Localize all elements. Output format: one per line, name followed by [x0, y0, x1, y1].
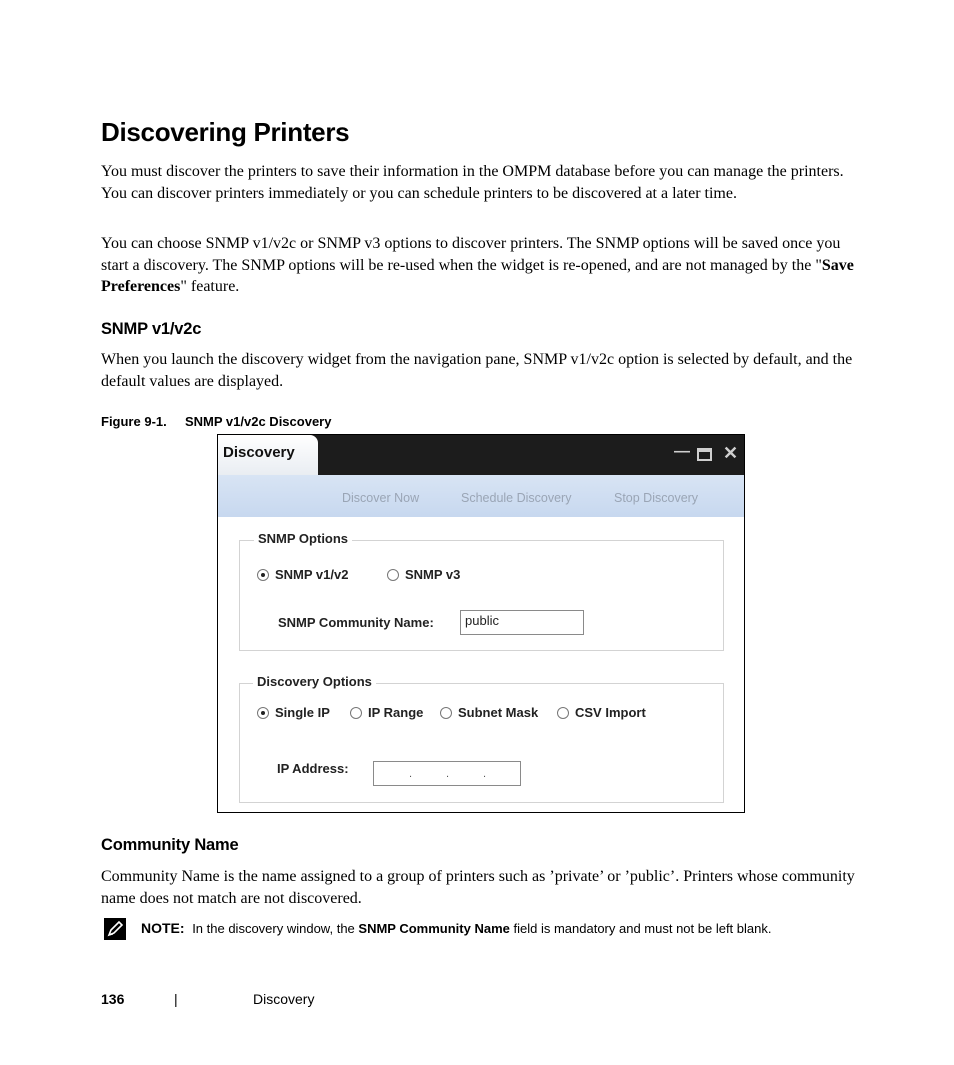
radio-subnet-mask[interactable]: [440, 705, 538, 720]
radio-unselected-icon: [387, 569, 399, 581]
radio-ip-range[interactable]: [350, 705, 423, 720]
radio-selected-icon: [257, 569, 269, 581]
widget-tab: [218, 435, 318, 475]
discovery-widget-screenshot: [217, 434, 745, 813]
figure-title: SNMP v1/v2c Discovery: [185, 414, 332, 429]
maximize-icon[interactable]: [697, 448, 712, 461]
ip-address-label: IP Address:: [277, 761, 349, 776]
radio-selected-icon: [257, 707, 269, 719]
page-title: Discovering Printers: [101, 117, 350, 147]
community-section-text: Community Name is the name assigned to a group of printers such as ’private’ or ’public’. Printers whose community name does not match are not discovered.: [101, 868, 855, 907]
discovery-options-legend: Discovery Options: [253, 674, 376, 689]
page-number: 136: [101, 991, 125, 1007]
community-section-heading: Community Name: [101, 836, 239, 854]
radio-snmp-v3[interactable]: [387, 567, 460, 582]
snmp-options-legend: SNMP Options: [254, 531, 352, 546]
stop-discovery-button[interactable]: Stop Discovery: [614, 491, 699, 505]
ip-separator: .: [446, 768, 450, 780]
schedule-discovery-button[interactable]: Schedule Discovery: [461, 491, 572, 505]
radio-unselected-icon: [440, 707, 452, 719]
intro-paragraph-2: You can choose SNMP v1/v2c or SNMP v3 options to discover printers. The SNMP options will be saved once you start a discovery. The SNMP options will be re-used when the widget is re-opened, and are not managed by the "Save Preferences" feature.: [101, 235, 854, 295]
ip-address-input[interactable]: [373, 761, 521, 786]
minimize-icon[interactable]: —: [674, 443, 690, 460]
footer-section: Discovery: [253, 991, 315, 1007]
radio-single-ip[interactable]: [257, 705, 330, 720]
note-pencil-icon: [104, 918, 126, 940]
radio-label: Subnet Mask: [458, 705, 539, 720]
widget-toolbar: [218, 475, 744, 517]
radio-label: Single IP: [275, 705, 330, 720]
close-icon[interactable]: ✕: [723, 443, 739, 463]
note-text: NOTE: In the discovery window, the SNMP Community Name field is mandatory and must not be left blank.: [141, 920, 772, 936]
figure-number: Figure 9-1.: [101, 414, 167, 429]
ip-separator: .: [483, 768, 487, 780]
figure-caption: [101, 414, 331, 429]
radio-csv-import[interactable]: [557, 705, 646, 720]
community-name-input[interactable]: public: [460, 610, 584, 635]
snmp-section-heading: SNMP v1/v2c: [101, 320, 202, 338]
radio-label: CSV Import: [575, 705, 646, 720]
widget-tab-title: Discovery: [223, 444, 295, 461]
radio-snmp-v1v2[interactable]: [257, 567, 348, 582]
community-name-label: SNMP Community Name:: [278, 615, 434, 630]
intro-paragraph-1: You must discover the printers to save their information in the OMPM database before you can manage the printers. You can discover printers immediately or you can schedule printers to be discovered at a later time.: [101, 163, 844, 202]
radio-label: IP Range: [368, 705, 424, 720]
radio-label: SNMP v3: [405, 567, 461, 582]
discover-now-button[interactable]: Discover Now: [342, 491, 420, 505]
radio-unselected-icon: [350, 707, 362, 719]
ip-separator: .: [409, 768, 413, 780]
radio-unselected-icon: [557, 707, 569, 719]
footer-separator: |: [174, 991, 178, 1007]
note-label: NOTE:: [141, 920, 185, 936]
snmp-section-text: When you launch the discovery widget from the navigation pane, SNMP v1/v2c option is selected by default, and the default values are displayed.: [101, 351, 853, 390]
radio-label: SNMP v1/v2: [275, 567, 349, 582]
